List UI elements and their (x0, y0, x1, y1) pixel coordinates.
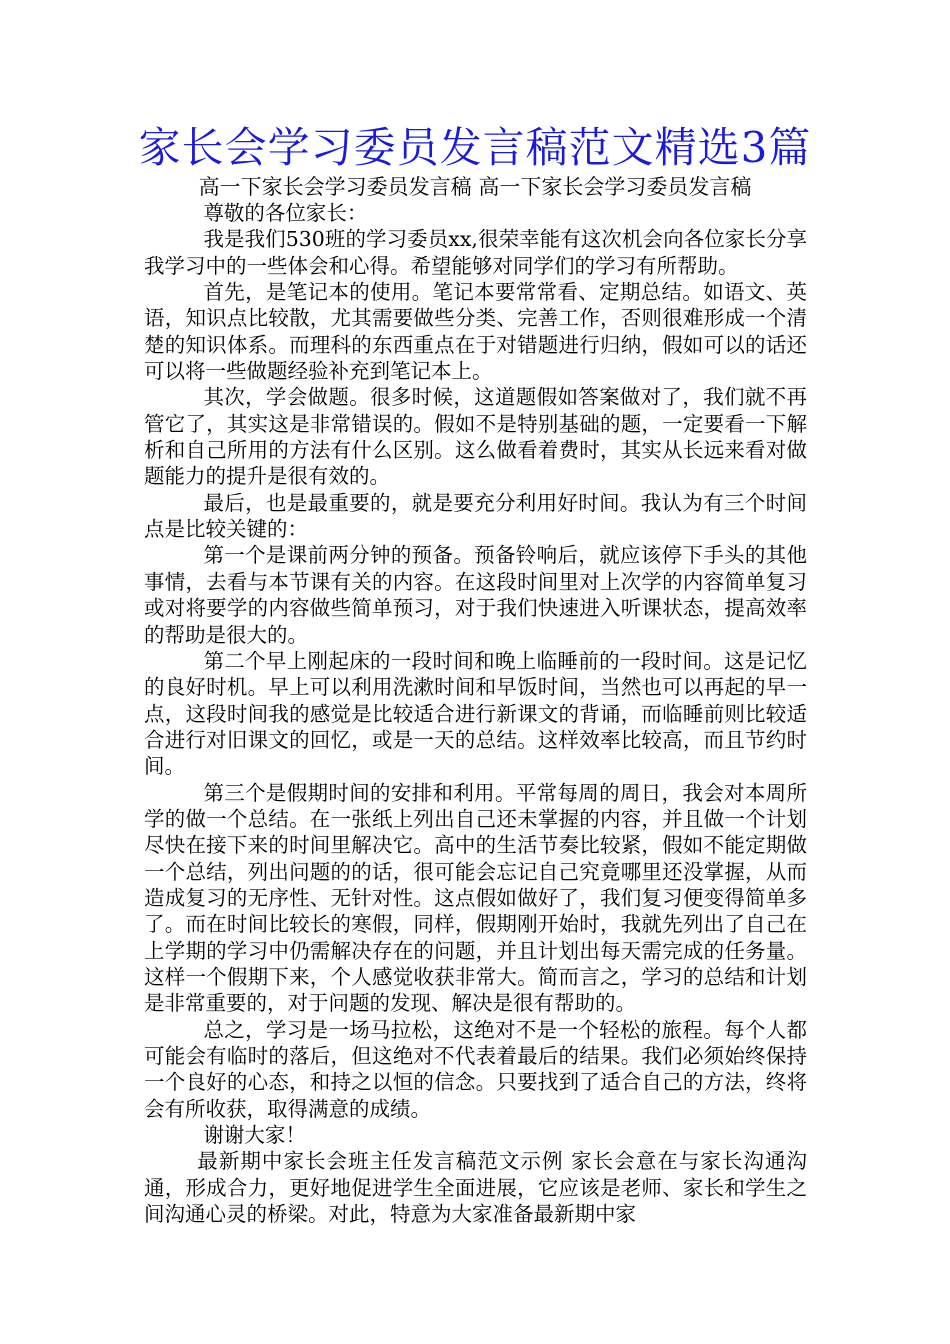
paragraph-next-article: 最新期中家长会班主任发言稿范文示例 家长会意在与家长沟通沟通，形成合力，更好地促进学生全面进展，它应该是老师、家长和学生之间沟通心灵的桥梁。对此，特意为大家准备最新期中家 (144, 1149, 807, 1227)
paragraph-time: 最后，也是最重要的，就是要充分利用好时间。我认为有三个时间点是比较关键的： (144, 490, 807, 542)
paragraph-time-first: 第一个是课前两分钟的预备。预备铃响后，就应该停下手头的其他事情，去看与本节课有关的内容。在这段时间里对上次学的内容简单复习或对将要学的内容做些简单预习，对于我们快速进入听课状态，提高效率的帮助是很大的。 (144, 543, 807, 647)
paragraph-greeting: 尊敬的各位家长： (203, 201, 368, 225)
paragraph-notebook: 首先，是笔记本的使用。笔记本要常常看、定期总结。如语文、英语，知识点比较散，尤其需要做些分类、完善工作，否则很难形成一个清楚的知识体系。而理科的东西重点在于对错题进行归纳，假如可以的话还可以将一些做题经验补充到笔记本上。 (144, 280, 807, 384)
document-subtitle: 高一下家长会学习委员发言稿 高一下家长会学习委员发言稿 (198, 175, 752, 199)
paragraph-conclusion: 总之，学习是一场马拉松，这绝对不是一个轻松的旅程。每个人都可能会有临时的落后，但这绝对不代表着最后的结果。我们必须始终保持一个良好的心态，和持之以恒的信念。只要找到了适合自己的方法，终将会有所收获，取得满意的成绩。 (144, 1017, 807, 1121)
document-title: 家长会学习委员发言稿范文精选3篇 (138, 123, 812, 172)
paragraph-intro: 我是我们530班的学习委员xx,很荣幸能有这次机会向各位家长分享我学习中的一些体会和心得。希望能够对同学们的学习有所帮助。 (144, 227, 807, 278)
paragraph-time-third: 第三个是假期时间的安排和利用。平常每周的周日，我会对本周所学的做一个总结。在一张纸上列出自己还未掌握的内容，并且做一个计划尽快在接下来的时间里解决它。高中的生活节奏比较紧，假如不能定期做一个总结，列出问题的的话，很可能会忘记自己究竟哪里还没掌握，从而造成复习的无序性、无针对性。这点假如做好了，我们复习便变得简单多了。而在时间比较长的寒假，同样，假期刚开始时，我就先列出了自己在上学期的学习中仍需解决存在的问题，并且计划出每天需完成的任务量。这样一个假期下来，个人感觉收获非常大。简而言之，学习的总结和计划是非常重要的，对于问题的发现、解决是很有帮助的。 (144, 780, 807, 1016)
document-body (144, 200, 807, 1227)
paragraph-problems: 其次，学会做题。很多时候，这道题假如答案做对了，我们就不再管它了，其实这是非常错误的。假如不是特别基础的题，一定要看一下解析和自己所用的方法有什么区别。这么做看着费时，其实从长远来看对做题能力的提升是很有效的。 (144, 385, 807, 489)
paragraph-thanks: 谢谢大家！ (203, 1123, 306, 1148)
paragraph-time-second: 第二个早上刚起床的一段时间和晚上临睡前的一段时间。这是记忆的良好时机。早上可以利用洗漱时间和早饭时间，当然也可以再起的早一点，这段时间我的感觉是比较适合进行新课文的背诵，而临睡前则比较适合进行对旧课文的回忆，或是一天的总结。这样效率比较高，而且节约时间。 (144, 648, 807, 779)
